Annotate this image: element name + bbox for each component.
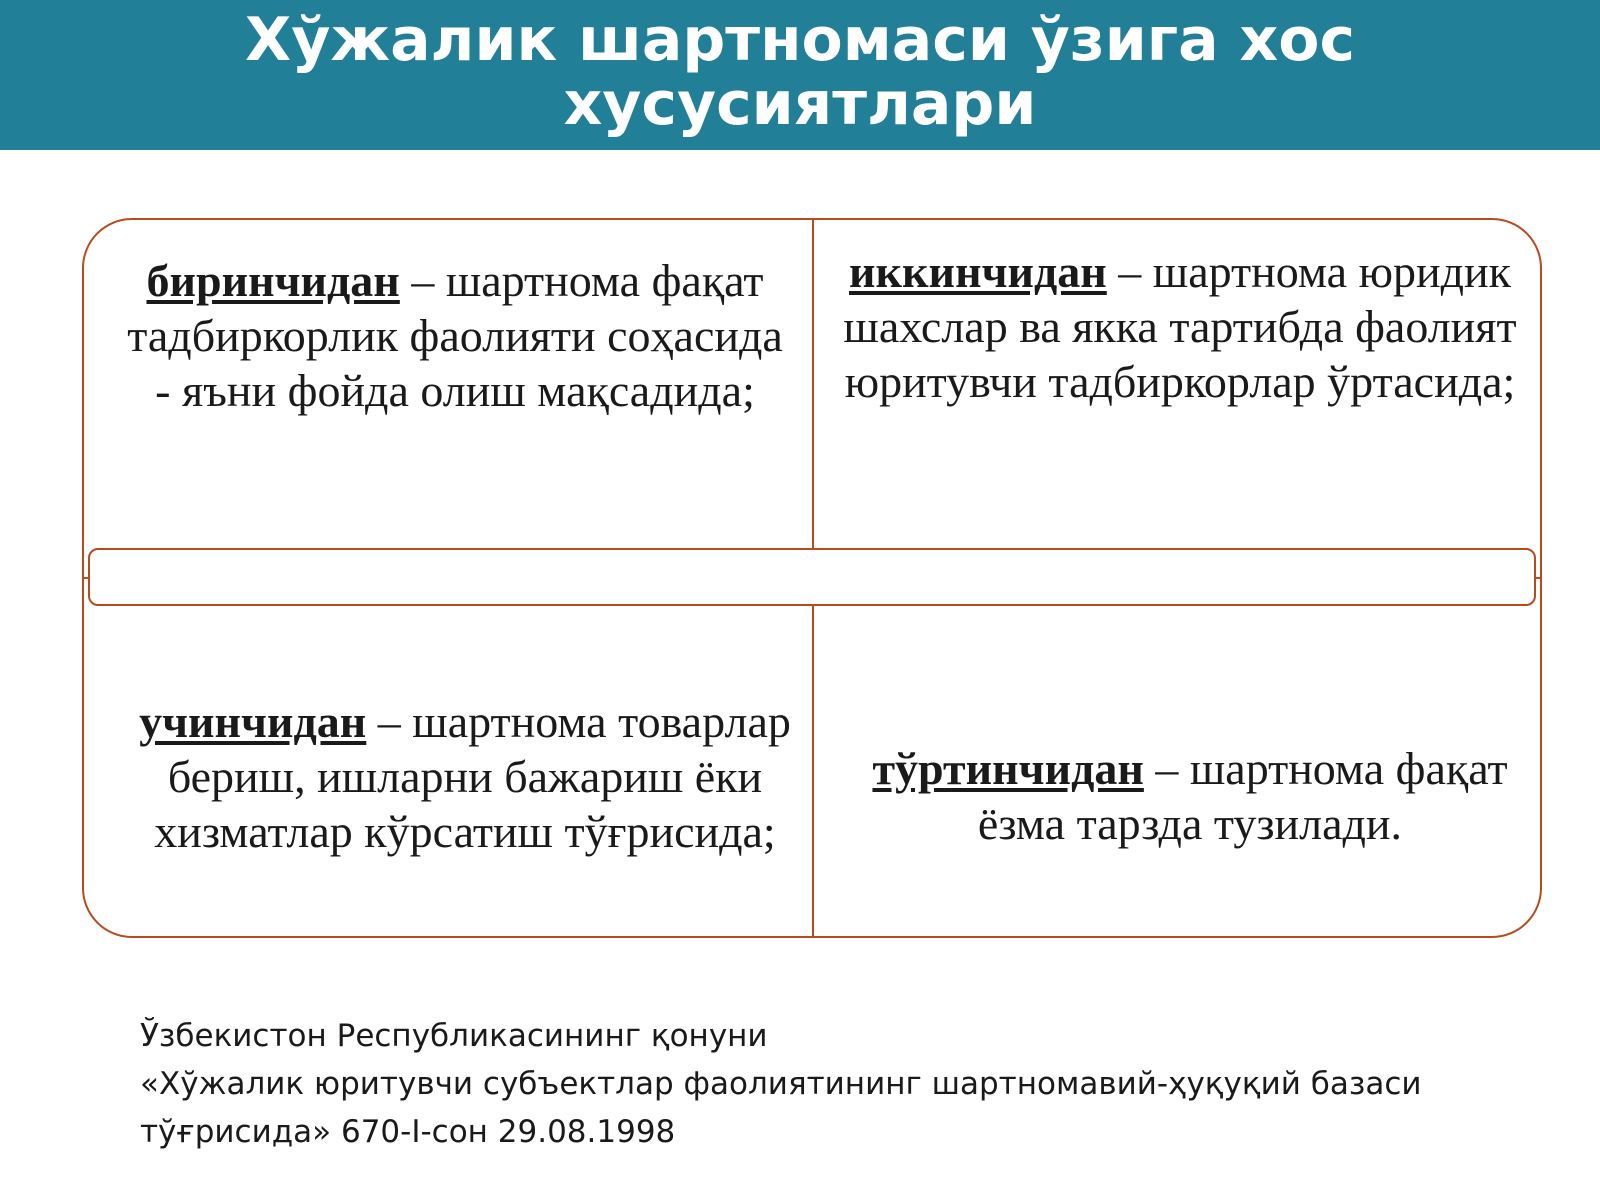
feature-keyword: учинчидан [139,696,367,747]
feature-keyword: иккинчидан [849,246,1107,297]
feature-text: – шартнома юридик шахслар ва якка тартибда фаолият юритувчи тадбиркорлар ўртасида; [843,246,1517,407]
vertical-divider-bottom [812,606,814,938]
page-title: Хўжалик шартномаси ўзига хос хусусиятлари [244,5,1356,139]
feature-keyword: тўртинчидан [872,743,1144,794]
feature-text: – шартнома фақат ёзма тарзда тузилади. [977,743,1508,849]
feature-text: – шартнома товарлар бериш, ишларни бажариш ёки хизматлар кўрсатиш тўғрисида; [154,696,791,857]
header-banner [0,0,1600,150]
source-line: Ўзбекистон Республикасининг қонуни [140,1018,768,1054]
source-line: тўғрисида» 670-I-сон 29.08.1998 [140,1114,676,1150]
feature-cell-first [115,253,795,418]
feature-keyword: биринчидан [146,255,400,306]
center-bar [88,548,1536,606]
source-line: «Хўжалик юритувчи субъектлар фаолиятининг шартномавий-ҳуқуқий базаси [140,1066,1422,1102]
vertical-divider-top [812,218,814,548]
source-citation [140,1012,1540,1156]
feature-cell-third [125,694,805,859]
feature-cell-fourth [850,741,1530,851]
feature-text: – шартнома фақат тадбиркорлик фаолияти соҳасида - яъни фойда олиш мақсадида; [127,255,783,416]
feature-cell-second [840,244,1520,409]
